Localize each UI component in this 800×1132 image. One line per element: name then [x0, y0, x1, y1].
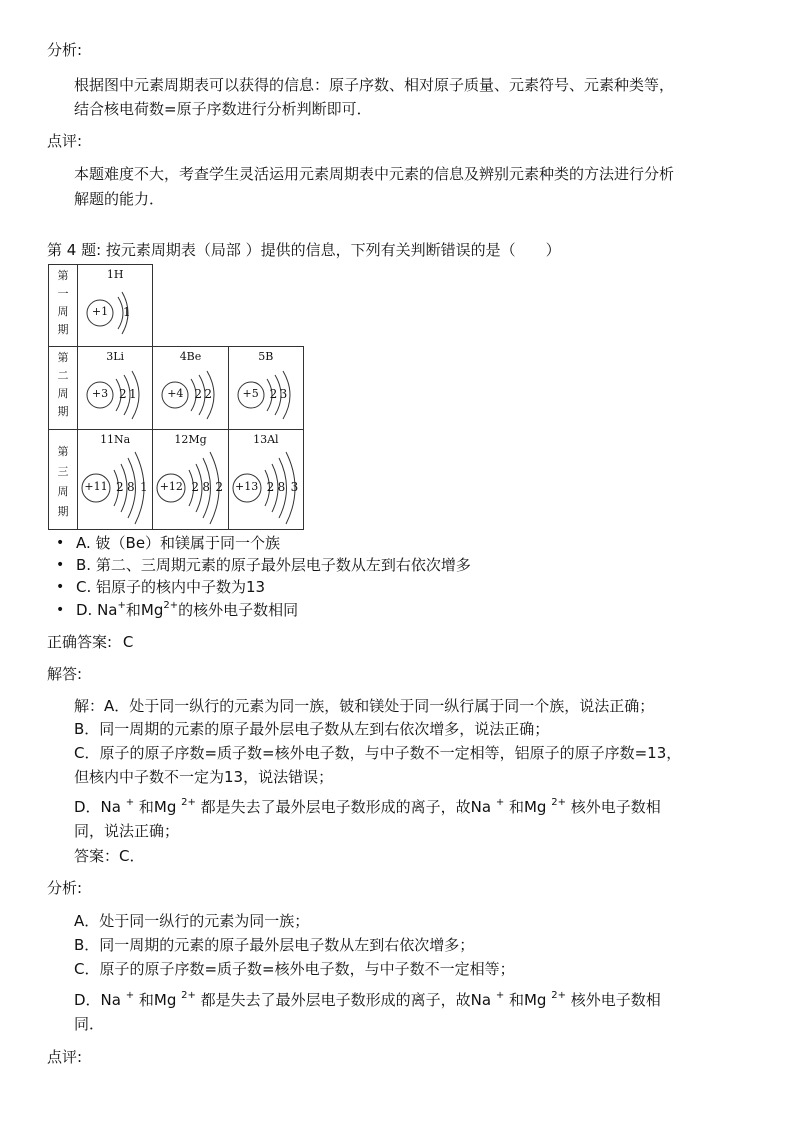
- element-label: 1H: [106, 268, 124, 281]
- shell-electrons: 2: [269, 387, 278, 402]
- element-cell-h: [78, 265, 153, 347]
- option-c: • C. 铝原子的核内中子数为13: [76, 577, 265, 597]
- element-cell-na: [78, 429, 153, 529]
- element-label: 12Mg: [174, 432, 207, 446]
- nucleus-charge: +5: [242, 387, 259, 401]
- shell-electrons: 3: [279, 387, 288, 402]
- analysis-d-line1: D．Na + 和Mg $^{2+}$ 都是失去了最外层电子数形成的离子，故Na + 和Mg $^{2+}$ 核外电子数相: [74, 990, 661, 1009]
- element-cell-al: [228, 429, 303, 529]
- shell-electrons: 1: [140, 479, 148, 494]
- prev-comment-text-1: 本题难度不大，考查学生灵活运用元素周期表中元素的信息及辨别元素种类的方法进行分析: [74, 165, 675, 183]
- analysis-d-line2: 同．: [74, 1015, 105, 1033]
- question-title: 第 4 题: 按元素周期表（局部 ）提供的信息，下列有关判断错误的是（ ）: [47, 241, 561, 259]
- option-d: • D. Na+和$Mg^{2+}$的核外电子数相同: [76, 600, 298, 620]
- shell-electrons: 8: [202, 479, 210, 494]
- shell-electrons: 2: [191, 479, 199, 494]
- analysis-b: B．同一周期的元素的原子最外层电子数从左到右依次增多；: [74, 936, 475, 954]
- nucleus-charge: +12: [159, 479, 183, 493]
- shell-electrons: 1: [129, 387, 137, 402]
- prev-comment-label: 点评:: [47, 132, 83, 150]
- nucleus-charge: +11: [84, 479, 108, 493]
- shell-electrons: 1: [123, 305, 131, 319]
- element-label: 5B: [258, 350, 274, 364]
- period-label-1: 第一周期: [49, 265, 78, 347]
- correct-answer: 正确答案: C: [47, 633, 134, 651]
- nucleus-charge: +1: [91, 305, 109, 318]
- final-comment-label: 点评:: [47, 1048, 83, 1066]
- shell-electrons: 2: [116, 479, 124, 494]
- nucleus-charge: +3: [91, 387, 109, 401]
- period-label-2: 第二周期: [49, 347, 78, 429]
- solution-c-line2: 但核内中子数不一定为13，说法错误；: [74, 768, 334, 786]
- solution-c-line1: C．原子的原子序数=质子数=核外电子数，与中子数不一定相等，铝原子的原子序数=13，: [74, 744, 682, 762]
- shell-electrons: 2: [266, 479, 275, 494]
- prev-analysis-text-2: 结合核电荷数=原子序数进行分析判断即可．: [74, 100, 372, 118]
- solution-a: 解：A．处于同一纵行的元素为同一族，铍和镁处于同一纵行属于同一个族，说法正确；: [74, 697, 655, 715]
- solution-b: B．同一周期的元素的原子最外层电子数从左到右依次增多，说法正确；: [74, 720, 550, 738]
- shell-electrons: 2: [215, 479, 223, 494]
- shell-electrons: 8: [277, 479, 286, 494]
- element-cell-be: [153, 347, 228, 429]
- periodic-table-figure: [48, 264, 304, 530]
- prev-analysis-text-1: 根据图中元素周期表可以获得的信息：原子序数、相对原子质量、元素符号、元素种类等，: [74, 76, 675, 94]
- element-label: 3Li: [106, 350, 125, 364]
- solution-d-line2: 同，说法正确；: [74, 822, 180, 840]
- shell-electrons: 2: [194, 387, 202, 402]
- element-cell-b: [228, 347, 303, 429]
- solution-final: 答案：C．: [74, 847, 145, 865]
- element-cell-li: [78, 347, 153, 429]
- shell-electrons: 2: [204, 387, 212, 402]
- period-label-3: 第三周期: [49, 429, 78, 529]
- nucleus-charge: +13: [235, 479, 259, 493]
- prev-comment-text-2: 解题的能力．: [74, 190, 165, 208]
- option-a: • A. 铍（Be）和镁属于同一个族: [76, 533, 280, 553]
- element-cell-mg: [153, 429, 228, 529]
- nucleus-charge: +4: [167, 387, 184, 401]
- analysis-c: C．原子的原子序数=质子数=核外电子数，与中子数不一定相等；: [74, 960, 515, 978]
- element-label: 11Na: [100, 432, 131, 446]
- shell-electrons: 8: [127, 479, 135, 494]
- option-b: • B. 第二、三周期元素的原子最外层电子数从左到右依次增多: [76, 555, 471, 575]
- solution-label: 解答:: [47, 665, 83, 683]
- element-label: 13Al: [253, 432, 279, 446]
- analysis-label: 分析:: [47, 879, 83, 897]
- solution-d-line1: D．Na + 和Mg $^{2+}$ 都是失去了最外层电子数形成的离子，故Na + 和Mg $^{2+}$ 核外电子数相: [74, 797, 661, 816]
- element-label: 4Be: [179, 350, 202, 364]
- prev-analysis-label: 分析:: [47, 41, 83, 59]
- shell-electrons: 2: [119, 387, 127, 402]
- shell-electrons: 3: [290, 479, 299, 494]
- analysis-a: A．处于同一纵行的元素为同一族；: [74, 912, 310, 930]
